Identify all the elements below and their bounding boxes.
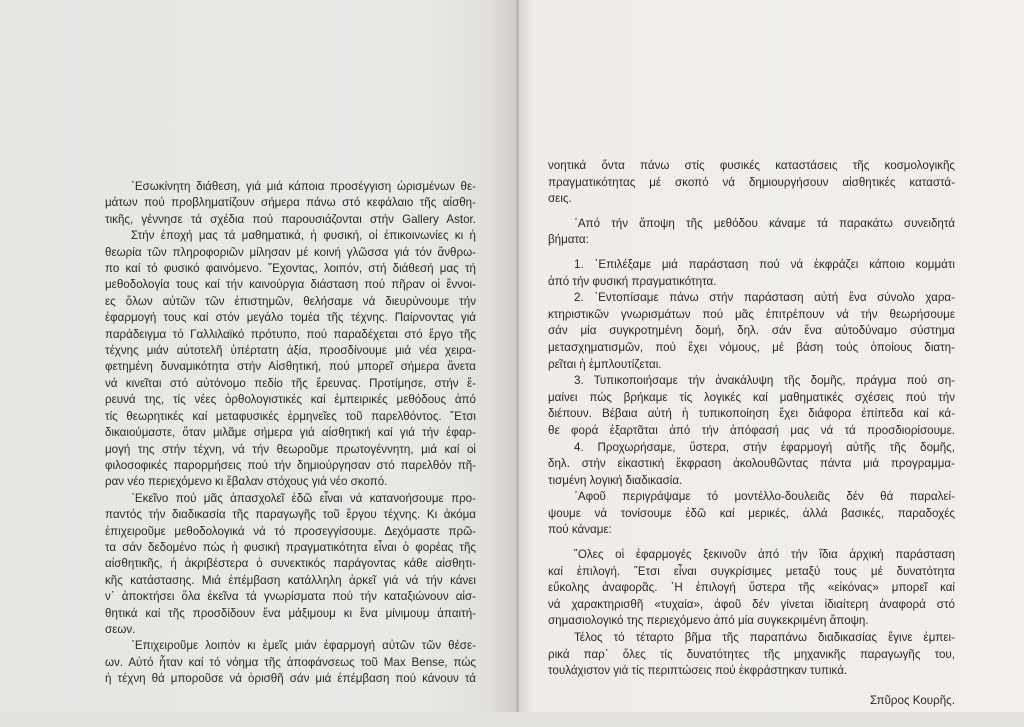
text-line: ρευνά της, τίς νέες ὀρθολογιστικές καί ἐμπειρικές μεθόδους ἀπό [105,393,476,407]
text-line: διέπουν. Βέβαια αὐτή ἡ τυπικοποίηση ἔχει διάφορα ἐπίπεδα καί κά- [548,407,955,421]
text-line: εὔκολης ἀναφορᾶς. ῾Η ἐπιλογή ὕστερα τῆς «εἰκόνας» μπορεῖ καί [548,581,955,595]
text-line: 2. ᾽Εντοπίσαμε πάνω στήν παράσταση αὐτή ἕνα σύνολο χαρα- [574,291,955,305]
page-fold [516,0,519,727]
text-line: νά κινεῖται στό αὐτόνομο πεδίο τῆς ἔρευνας. Προτίμησε, στήν ἔ- [105,376,476,390]
text-line: ἀπό τήν φυσική πραγματικότητα. [548,274,717,288]
text-line: τίς θεωρητικές καί μεταφυσικές ἑρμηνεῖες τοῦ παρελθόντος. ῞Ετσι [105,409,476,423]
text-line: βήματα: [548,233,589,247]
text-line: ᾽Από τήν ἄποψη τῆς μεθόδου κάναμε τά παρακάτω συνειδητά [574,216,955,230]
text-line: κτηριστικῶν γνωρισμάτων πού μᾶς ἐπιτρέπουν νά τήν θεωρήσουμε [548,307,955,321]
text-line: κῆς κατάστασης. Μιά ἐπέμβαση κατάλληλη ἀρκεῖ γιά νά τήν κάνει [105,573,476,587]
text-line: παντός τήν διαδικασία τῆς παραγωγῆς τοῦ ἔργου τέχνης. Κι ἀκόμα [105,508,476,522]
text-line: ν᾽ ἀποκτήσει ὅλα ἐκεῖνα τά γνωρίσματα πού τήν καταξιώνουν αἰσ- [105,590,476,604]
text-line: σάν μία συγκροτημένη δομή, δηλ. σάν ἕνα αὐτοδύναμο σύστημα [548,324,955,338]
author-signature: Σπῦρος Κουρῆς. [869,693,955,707]
text-line: ᾽Επιχειροῦμε λοιπόν κι ἐμεῖς μιάν ἐφαρμογή αὐτῶν τῶν θέσε- [131,639,476,653]
text-line: τουλάχιστον γιά τίς περιπτώσεις πού ἐκφράστηκαν τυπικά. [548,664,848,678]
text-line: Τέλος τό τέταρτο βῆμα τῆς παραπάνω διαδικασίας ἔγινε ἐμπει- [574,631,955,645]
text-line: ραν νέο περιεχόμενο κι ἔβαλαν στόχους γιά νέο σκοπό. [105,475,388,489]
text-line: τικῆς, γέννησε τά σχέδια πού παρουσιάζονται στήν Gallery Astor. [105,212,476,226]
text-line: ῞Ολες οἱ ἐφαρμογές ξεκινοῦν ἀπό τήν ἴδια ἀρχική παράσταση [574,548,955,562]
text-line: μαίνει πώς βρήκαμε τίς λογικές καί μαθηματικές σχέσεις πού τήν [548,390,955,404]
text-line: 4. Προχωρήσαμε, ὕστερα, στήν ἐφαρμογή αὐτῆς τῆς δομῆς, [574,440,955,454]
text-line: ρικά παρ᾽ ὅλες τίς δυνατότητες τῆς μηχανικῆς παραγωγῆς του, [548,647,955,661]
text-line: τέχνης μιάν αὐτοτελῆ ὑπέρτατη ἀξία, προσδίνουμε μιά νέα χειρα- [105,344,476,358]
text-line: 3. Τυπικοποιήσαμε τήν ἀνακάλυψη τῆς δομῆς, πράγμα πού ση- [574,374,955,388]
text-line: ων. Αὐτό ἦταν καί τό νόημα τῆς ἀποφάνσεως τοῦ Max Bense, πώς [105,655,476,669]
text-line: Στήν ἐποχή μας τά μαθηματικά, ἡ φυσική, οἱ ἐπικοινωνίες κι ἡ [131,229,476,243]
text-line: καί ἐπιλογή. ῞Ετσι εἶναι συγκρίσιμες μεταξύ τους μέ δυνατότητα [548,564,955,578]
text-line: ῾Εσωκίνητη διάθεση, γιά μιά κάποια προσέγγιση ὡρισμένων θε- [131,180,476,193]
text-line: πο καί τό φυσικό φαινόμενο. ῞Εχοντας, λοιπόν, στή διάθεσή μας τή [105,262,476,276]
text-line: αἰσθητικῆς, ἡ ἀκριβέστερα ὁ συνεκτικός παράγοντας κάθε αἰσθητι- [105,557,476,571]
scan-bottom-edge [0,712,1024,727]
text-line: πού κάναμε: [548,523,612,537]
text-line: ἐπιχειροῦμε μεθοδολογικά νά τό προσεγγίσουμε. Δεχόμαστε πρῶ- [105,524,476,538]
left-text-column [105,179,476,688]
text-line: σημασιολογικό της περιεχόμενο ἀπό μία συγκεκριμένη ἄποψη. [548,614,869,628]
text-line: σεων. [105,622,136,636]
text-line: νά χαρακτηρισθῆ «τυχαία», ἀφοῦ δέν γίνεται ἰδιαίτερη ἀναφορά στό [548,597,955,611]
text-line: τισμένη λογική διαδικασία. [548,473,683,487]
text-line: πραγματικότητας μέ σκοπό νά δημιουργήσουν αἰσθητικές καταστά- [548,175,955,189]
text-line: νοητικά ὄντα πάνω στίς φυσικές καταστάσεις τῆς κοσμολογικῆς [548,159,955,172]
text-line: θεωρία τῶν πληροφοριῶν μίλησαν μέ κοινή γλῶσσα γιά τόν ἄνθρω- [105,245,476,259]
text-line: θε φορά ἐξαρτᾶται ἀπό τήν ἀπόφασή μας νά τά προσδιορίσουμε. [548,423,955,437]
text-line: ᾽Εκεῖνο πού μᾶς ἀπασχολεῖ ἐδῶ εἶναι νά κατανοήσουμε προ- [131,491,476,505]
text-line: ες ὅλων αὐτῶν τῶν ἐπιστημῶν, θελήσαμε νά διευρύνουμε τήν [105,294,476,308]
text-line: δικαιούμαστε, ὅταν μιλᾶμε σήμερα γιά αἰσθητική καί γιά τήν ἐφαρ- [105,426,476,440]
right-text-column [548,158,955,709]
text-line: ρεῖται ἡ ἐμπλουτίζεται. [548,357,662,371]
text-line: ψουμε νά τονίσουμε ἐδῶ καί μερικές, ἀλλά βασικές, παραδοχές [548,506,955,520]
text-line: μογή της στήν τέχνη, νά τήν θεωροῦμε πρωτογέννητη, μιά καί οἱ [105,442,476,456]
text-line: φετημένη δυναμικότητα στήν Αἰσθητική, πού μπορεῖ σήμερα ἄνετα [105,360,476,374]
text-line: μάτων πού προβληματίζουν σήμερα πάνω στό κεφάλαιο τῆς αἰσθη- [105,196,476,210]
text-line: τα σάν δεδομένο πώς ἡ φυσική πραγματικότητα εἶναι ὁ φορέας τῆς [105,540,476,554]
text-line: μετασχηματισμῶν, πού ἔχει νόμους, μέ βάση τούς ὁποίους διατη- [548,340,955,354]
text-line: ἡ τέχνη θά μποροῦσε νά ὁρισθῆ σάν μιά ἐπέμβαση πού κάνουν τά [105,672,476,686]
text-line: ἐφαρμογή τους καί στόν μεγάλο τομέα τῆς τέχνης. Παίρνοντας γιά [105,311,476,325]
text-line: μεθοδολογία τους καί τήν καινούργια διάσταση πού πῆραν οἱ ἔννοι- [105,278,476,292]
text-line: σεις. [548,192,572,206]
text-line: παράδειγμα τό Γαλλιλαϊκό πρότυπο, πού παραδέχεται στό ἔργο τῆς [105,327,476,341]
text-line: θητικά καί τῆς προσδίδουν ἕνα μάξιμουμ κι ἕνα μίνιμουμ ἀπαιτή- [105,606,476,620]
text-line: 1. ᾽Επιλέξαμε μιά παράσταση πού νά ἐκφράζει κάποιο κομμάτι [574,257,955,271]
text-line: ᾽Αφοῦ περιγράψαμε τό μοντέλλο-δουλειᾶς δέν θά παραλεί- [574,490,955,504]
text-line: δηλ. στήν εἰκαστική ἔκφραση ἀκολουθῶντας πάντα μιά προγραμμα- [548,457,955,471]
text-line: φιλοσοφικές παρορμήσεις πού τήν δημιούργησαν στό παρελθόν πῆ- [105,458,476,472]
